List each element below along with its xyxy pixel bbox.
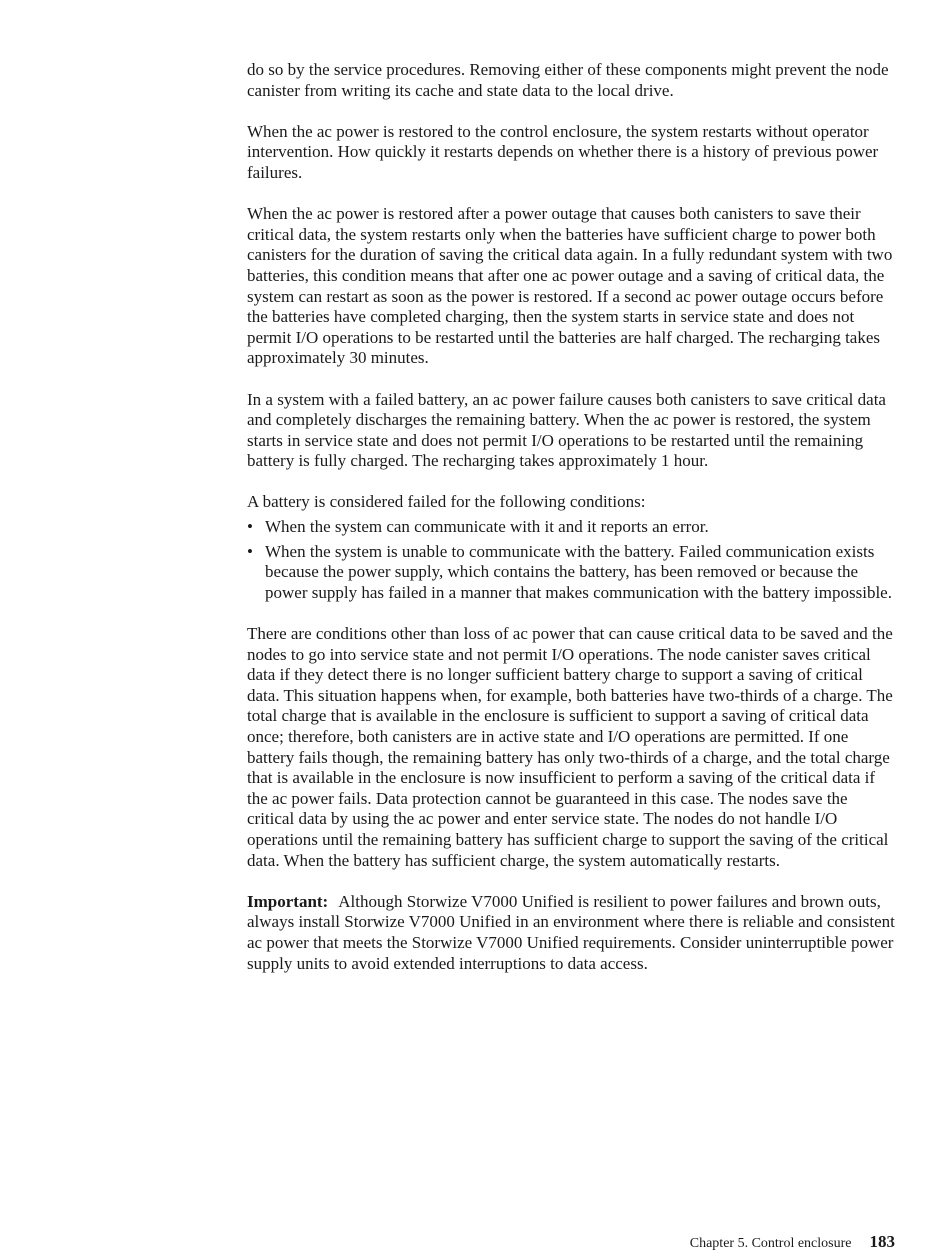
chapter-title: Chapter 5. Control enclosure <box>689 1236 852 1251</box>
paragraph-power-restored: When the ac power is restored to the control enclosure, the system restarts without operator intervention. How quickly it restarts depends on whether there is a history of previous power failures. <box>247 121 879 182</box>
list-item <box>247 542 897 604</box>
paragraph-failed-battery: In a system with a failed battery, an ac power failure causes both canisters to save critical data and completely discharges the remaining battery. When the ac power is restored, the system starts in service state and does not permit I/O operations to be restarted until the remaining battery is fully charged. The recharging takes approximately 1 hour. <box>247 389 886 471</box>
bullet-icon: • <box>247 541 253 561</box>
list-item <box>247 517 897 538</box>
paragraph-other-conditions: There are conditions other than loss of ac power that can cause critical data to be saved and the nodes to go into service state and not permit I/O operations. The node canister saves critical data if they detect there is no longer sufficient battery charge to support a saving of critical data. This situation happens when, for example, both batteries have two-thirds of a charge. The total charge that is available in the enclosure is sufficient to support a saving of critical data once; therefore, both canisters are in active state and I/O operations are permitted. If one battery fails though, the remaining battery has only two-thirds of a charge, and the total charge that is available in the enclosure is now insufficient to perform a saving of the critical data if the ac power fails. Data protection cannot be guaranteed in this case. The nodes save the critical data by using the ac power and enter service state. The nodes do not handle I/O operations until the remaining battery has sufficient charge to support the saving of the critical data. When the battery has sufficient charge, the system automatically restarts. <box>247 624 893 870</box>
page-body <box>247 60 897 995</box>
paragraph-battery-failed-conditions: A battery is considered failed for the following conditions: <box>247 492 646 512</box>
page-number: 183 <box>869 1232 895 1251</box>
bullet-icon: • <box>247 517 253 537</box>
battery-failure-list <box>247 517 897 603</box>
paragraph-intro-continued: do so by the service procedures. Removing either of these components might prevent the node canister from writing its cache and state data to the local drive. <box>247 60 889 100</box>
paragraph-restart-conditions: When the ac power is restored after a power outage that causes both canisters to save their critical data, the system restarts only when the batteries have sufficient charge to power both canisters for the duration of saving the critical data again. In a fully redundant system with two batteries, this condition means that after one ac power outage and a saving of critical data, the system can restart as soon as the power is restored. If a second ac power outage occurs before the batteries have completed charging, then the system starts in service state and does not permit I/O operations to be restarted until the batteries are half charged. The recharging takes approximately 30 minutes. <box>247 204 893 368</box>
page-footer <box>690 1232 895 1252</box>
important-label: Important: <box>247 891 329 911</box>
list-item-text: When the system can communicate with it and it reports an error. <box>265 517 709 537</box>
important-note <box>247 892 897 974</box>
important-text: Although Storwize V7000 Unified is resilient to power failures and brown outs, always install Storwize V7000 Unified in an environment where there is reliable and consistent ac power that meets the Storwize V7000 Unified requirements. Consider uninterruptible power supply units to avoid extended interruptions to data access. <box>247 891 895 973</box>
list-item-text: When the system is unable to communicate with the battery. Failed communication exists because the power supply, which contains the battery, has been removed or because the power supply has failed in a manner that makes communication with the battery impossible. <box>265 541 892 602</box>
